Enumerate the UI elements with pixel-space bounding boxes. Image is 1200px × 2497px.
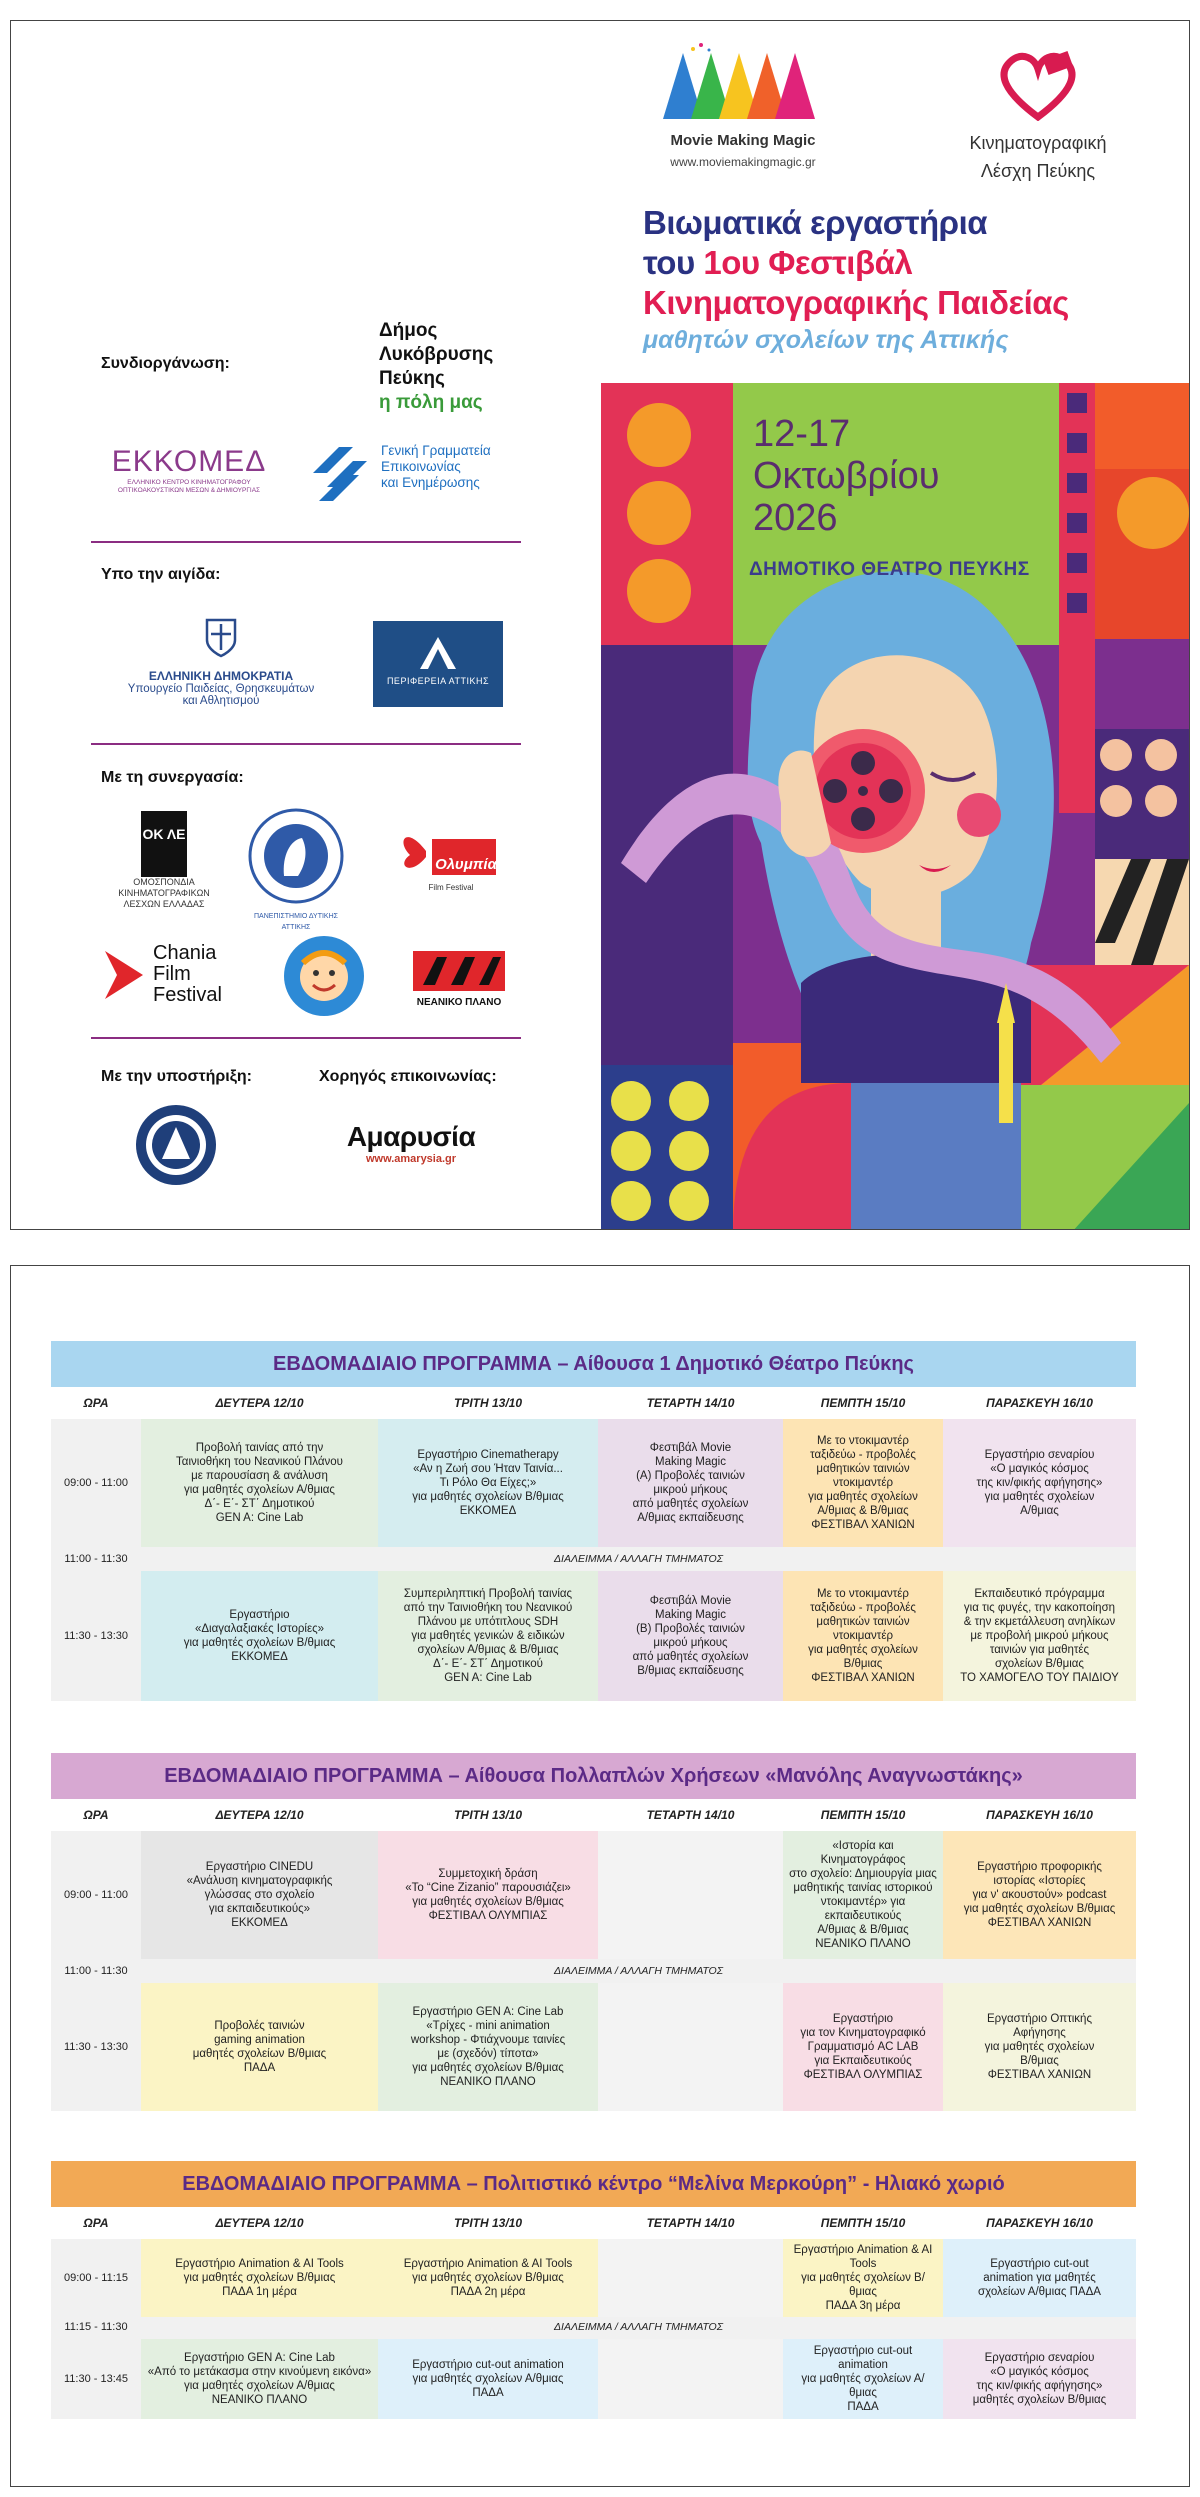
header-friday: ΠΑΡΑΣΚΕΥΗ 16/10: [986, 2216, 1093, 2230]
schedule-multipurpose-hall: [51, 1753, 1136, 2111]
event-cell: Εργαστήριο CINEDU «Ανάλυση κινηματογραφικής γλώσσας στο σχολείο για εκπαιδευτικούς» ΕΚΚΟΜΕΔ: [141, 1831, 378, 1959]
header-time: ΩΡΑ: [83, 1396, 109, 1410]
municipality-line2: Λυκόβρυσης: [379, 344, 494, 365]
mmm-logo-url: www.moviemakingmagic.gr: [670, 155, 816, 169]
auspices-label: Υπο την αιγίδα:: [101, 566, 221, 583]
chania-line2: Film: [153, 963, 191, 985]
schedule-title: ΕΒΔΟΜΑΔΙΑΙΟ ΠΡΟΓΡΑΜΜΑ – Πολιτιστικό κέντρο “Μελίνα Μερκούρη” - Ηλιακό χωριό: [51, 2161, 1136, 2207]
headline-line3: Κινηματογραφικής Παιδείας: [643, 284, 1069, 321]
event-cell: Εργαστήριο «Διαγαλαξιακές Ιστορίες» για μαθητές σχολείων Β/θμιας ΕΚΚΟΜΕΔ: [141, 1571, 378, 1701]
event-cell: Με το ντοκιμαντέρ ταξιδεύω - προβολές μαθητικών ταινιών ντοκιμαντέρ για μαθητές σχολείων Β/θμιας ΦΕΣΤΙΒΑΛ ΧΑΝΙΩΝ: [783, 1571, 943, 1701]
event-cell: Εργαστήριο Cinematherapy «Αν η Ζωή σου Ήταν Ταινία... Τι Ρόλο Θα Είχες;» για μαθητές σχολείων Β/θμιας ΕΚΚΟΜΕΔ: [378, 1419, 598, 1547]
headline-line2-highlight: 1ου Φεστιβάλ: [703, 244, 913, 281]
headline-line2: [643, 243, 1183, 283]
festival-headline: [643, 203, 1183, 357]
schedule-header-row: [51, 1387, 1136, 1419]
amarysia-url: www.amarysia.gr: [365, 1153, 457, 1165]
event-cell: Εργαστήριο Animation & AI Tools για μαθητές σχολείων Β/θμιας ΠΑΔΑ 3η μέρα: [783, 2239, 943, 2317]
gsec-arrows-icon: [309, 443, 375, 505]
poster-month: Οκτωβρίου: [753, 455, 940, 497]
event-cell: Προβολή ταινίας από την Ταινιοθήκη του Νεανικού Πλάνου με παρουσίαση & ανάλυση για μαθητές σχολείων Α/θμιας Δ΄- Ε΄- ΣΤ΄ Δημοτικού GEN A: Cine Lab: [141, 1419, 378, 1547]
coorg-label: Συνδιοργάνωση:: [101, 355, 230, 372]
okle-caption-line2: ΚΙΝΗΜΑΤΟΓΡΑΦΙΚΩΝ: [118, 888, 210, 898]
ekkomed-logo: [99, 445, 279, 495]
chania-star-icon: [101, 947, 147, 1003]
poster-page: [10, 20, 1190, 1230]
event-cell: [598, 2339, 783, 2419]
uniwa-logo: [241, 806, 351, 933]
table-row: [51, 1571, 1136, 1701]
neaniko-figures-icon: [413, 951, 505, 991]
festival-poster-artwork: [601, 383, 1189, 1230]
event-cell: Εργαστήριο Animation & AI Tools για μαθητές σχολείων Β/θμιας ΠΑΔΑ 1η μέρα: [141, 2239, 378, 2317]
event-cell: [598, 1983, 783, 2111]
hellenic-line1: ΕΛΛΗΝΙΚΗ ΔΗΜΟΚΡΑΤΙΑ: [148, 669, 294, 683]
divider: [91, 1037, 521, 1039]
club-name-line1: Κινηματογραφική: [969, 133, 1107, 153]
table-row: [51, 1983, 1136, 2111]
amarysia-logo: [331, 1121, 491, 1165]
hellenic-republic-logo: [101, 616, 341, 707]
event-cell: Εκπαιδευτικό πρόγραμμα για τις φυγές, την κακοποίηση & την εκμετάλλευση ανηλίκων με προβολή μικρού μήκους ταινιών για μαθητές σχολείων Β/θμιας ΤΟ ΧΑΜΟΓΕΛΟ ΤΟΥ ΠΑΙΔΙΟΥ: [943, 1571, 1136, 1701]
event-cell: Προβολές ταινιών gaming animation μαθητές σχολείων Β/θμιας ΠΑΔΑ: [141, 1983, 378, 2111]
poster-dates: [753, 413, 940, 539]
table-row: [51, 1419, 1136, 1547]
municipality-line3: Πεύκης: [379, 368, 445, 389]
attica-triangle-icon: [418, 635, 458, 671]
club-name-line2: Λέσχη Πεύκης: [980, 161, 1096, 181]
event-cell: Εργαστήριο Οπτικής Αφήγησης για μαθητές σχολείων Β/θμιας ΦΕΣΤΙΒΑΛ ΧΑΝΙΩΝ: [943, 1983, 1136, 2111]
headline-line1: Βιωματικά εργαστήρια: [643, 204, 988, 241]
attica-region-logo: [373, 621, 503, 707]
table-row: [51, 2339, 1136, 2419]
event-cell: Εργαστήριο cut-out animation για μαθητές σχολείων Α/θμιας ΠΑΔΑ: [783, 2339, 943, 2419]
municipality-logo: [379, 319, 539, 415]
headline-line4: μαθητών σχολείων της Αττικής: [643, 326, 1009, 354]
chania-line1: Chania: [153, 942, 217, 964]
support-label: Με την υποστήριξη:: [101, 1068, 252, 1085]
event-cell: [598, 2239, 783, 2317]
hellenic-line3: και Αθλητισμού: [182, 695, 260, 707]
slot-time: 11:30 - 13:45: [51, 2339, 141, 2419]
event-cell: [598, 1831, 783, 1959]
break-label: ΔΙΑΛΕΙΜΜΑ / ΑΛΛΑΓΗ ΤΜΗΜΑΤΟΣ: [553, 1965, 724, 1977]
divider: [91, 743, 521, 745]
event-cell: «Ιστορία και Κινηματογράφος στο σχολείο: Δημιουργία μιας μαθητικής ταινίας ιστορικού ντοκιμαντέρ» για εκπαιδευτικούς Α/θμιας & Β/θμιας ΝΕΑΝΙΚΟ ΠΛΑΝΟ: [783, 1831, 943, 1959]
break-time: 11:15 - 11:30: [64, 2321, 128, 2333]
poster-date-range: 12-17: [753, 413, 851, 455]
university-seal-icon: [246, 806, 346, 906]
film-strip-m-icon: [653, 41, 833, 123]
header-wednesday: ΤΕΤΑΡΤΗ 14/10: [646, 2216, 735, 2230]
chania-line3: Festival: [153, 984, 222, 1006]
break-label: ΔΙΑΛΕΙΜΜΑ / ΑΛΛΑΓΗ ΤΜΗΜΑΤΟΣ: [553, 2321, 724, 2333]
schedule-header-row: [51, 1799, 1136, 1831]
ekkomed-name: ΕΚΚΟΜΕΔ: [111, 445, 267, 478]
okle-caption-line1: ΟΜΟΣΠΟΝΔΙΑ: [133, 877, 195, 887]
okle-logo: [109, 811, 219, 910]
schedule-melina-merkouri-center: [51, 2161, 1136, 2419]
event-cell: Εργαστήριο σεναρίου «Ο μαγικός κόσμος της κιν/φικής αφήγησης» για μαθητές σχολείων Α/θμιας: [943, 1419, 1136, 1547]
association-seal-icon: [134, 1103, 218, 1187]
event-cell: Εργαστήριο GEN A: Cine Lab «Από το μετάκασμα στην κινούμενη εικόνα» για μαθητές σχολείων Α/θμιας ΝΕΑΝΙΚΟ ΠΛΑΝΟ: [141, 2339, 378, 2419]
gsec-logo: [309, 443, 529, 491]
header-time: ΩΡΑ: [83, 2216, 109, 2230]
okle-name: ΟΚ ΛΕ: [141, 811, 187, 877]
event-cell: Εργαστήριο Animation & AI Tools για μαθητές σχολείων Β/θμιας ΠΑΔΑ 2η μέρα: [378, 2239, 598, 2317]
schedule-title: ΕΒΔΟΜΑΔΙΑΙΟ ΠΡΟΓΡΑΜΜΑ – Αίθουσα Πολλαπλών Χρήσεων «Μανόλης Αναγνωστάκης»: [51, 1753, 1136, 1799]
event-cell: Εργαστήριο σεναρίου «Ο μαγικός κόσμος της κιν/φικής αφήγησης» μαθητές σχολείων Β/θμιας: [943, 2339, 1136, 2419]
neaniko-plano-logo: [409, 951, 509, 1008]
olympia-festival-logo: [391, 821, 511, 892]
event-cell: Συμμετοχική δράση «Το “Cine Zizanio” παρουσιάζει» για μαθητές σχολείων Β/θμιας ΦΕΣΤΙΒΑΛ ΟΛΥΜΠΙΑΣ: [378, 1831, 598, 1959]
break-label: ΔΙΑΛΕΙΜΜΑ / ΑΛΛΑΓΗ ΤΜΗΜΑΤΟΣ: [553, 1553, 724, 1565]
header-thursday: ΠΕΜΠΤΗ 15/10: [820, 1396, 906, 1410]
event-cell: Με το ντοκιμαντέρ ταξιδεύω - προβολές μαθητικών ταινιών ντοκιμαντέρ για μαθητές σχολείων Α/θμιας & Β/θμιας ΦΕΣΤΙΒΑΛ ΧΑΝΙΩΝ: [783, 1419, 943, 1547]
schedule-page: [10, 1265, 1190, 2487]
gsec-line2: Επικοινωνίας: [381, 459, 461, 474]
header-thursday: ΠΕΜΠΤΗ 15/10: [820, 1808, 906, 1822]
film-club-logo: [953, 51, 1123, 191]
chania-festival-logo: [101, 943, 251, 1006]
table-row: [51, 1831, 1136, 1959]
event-cell: Συμπεριληπτική Προβολή ταινίας από την Ταινιοθήκη του Νεανικού Πλάνου με υπότιτλους SDH για μαθητές γενικών & ειδικών σχολείων Α/θμιας & Β/θμιας Δ΄- Ε΄- ΣΤ΄ Δημοτικού GEN A: Cine Lab: [378, 1571, 598, 1701]
movie-making-magic-logo: [643, 41, 843, 191]
smile-of-child-logo: [279, 933, 369, 1024]
break-row: [51, 1959, 1136, 1983]
slot-time: 11:30 - 13:30: [51, 1571, 141, 1701]
amarysia-name: Αμαρυσία: [346, 1121, 476, 1152]
header-tuesday: ΤΡΙΤΗ 13/10: [453, 2216, 523, 2230]
greek-emblem-icon: [201, 616, 241, 660]
schedule-header-row: [51, 2207, 1136, 2239]
event-cell: Εργαστήριο GEN A: Cine Lab «Τρίχες - mini animation workshop - Φτιάχνουμε ταινίες με (σχεδόν) τίποτα» για μαθητές σχολείων Β/θμιας ΝΕΑΝΙΚΟ ΠΛΑΝΟ: [378, 1983, 598, 2111]
slot-time: 09:00 - 11:00: [51, 1831, 141, 1959]
hellenic-line2: Υπουργείο Παιδείας, Θρησκευμάτων: [127, 683, 315, 695]
break-time: 11:00 - 11:30: [64, 1553, 128, 1565]
municipality-line1: Δήμος: [379, 320, 438, 341]
header-tuesday: ΤΡΙΤΗ 13/10: [453, 1396, 523, 1410]
event-cell: Εργαστήριο cut-out animation για μαθητές σχολείων Α/θμιας ΠΑΔΑ: [378, 2339, 598, 2419]
okle-caption-line3: ΛΕΣΧΩΝ ΕΛΛΑΔΑΣ: [123, 899, 205, 909]
header-time: ΩΡΑ: [83, 1808, 109, 1822]
olympia-name: Ολυμπία: [435, 856, 497, 873]
break-row: [51, 2315, 1136, 2339]
poster-year: 2026: [753, 497, 838, 539]
municipality-line4: η πόλη μας: [379, 392, 483, 413]
gsec-line3: και Ενημέρωσης: [381, 475, 480, 490]
header-friday: ΠΑΡΑΣΚΕΥΗ 16/10: [986, 1396, 1093, 1410]
table-row: [51, 2239, 1136, 2315]
collab-label: Με τη συνεργασία:: [101, 769, 244, 786]
poster-venue: ΔΗΜΟΤΙΚΟ ΘΕΑΤΡΟ ΠΕΥΚΗΣ: [749, 559, 1030, 580]
header-wednesday: ΤΕΤΑΡΤΗ 14/10: [646, 1396, 735, 1410]
mmm-logo-name: Movie Making Magic: [670, 132, 816, 149]
media-sponsor-label: Χορηγός επικοινωνίας:: [319, 1068, 497, 1085]
header-monday: ΔΕΥΤΕΡΑ 12/10: [215, 1396, 304, 1410]
header-friday: ΠΑΡΑΣΚΕΥΗ 16/10: [986, 1808, 1093, 1822]
slot-time: 09:00 - 11:15: [51, 2239, 141, 2317]
uniwa-caption: ΠΑΝΕΠΙΣΤΗΜΙΟ ΔΥΤΙΚΗΣ ΑΤΤΙΚΗΣ: [254, 913, 338, 931]
event-cell: Εργαστήριο προφορικής ιστορίας «Ιστορίες για ν' ακουστούν» podcast για μαθητές σχολείων Β/θμιας ΦΕΣΤΙΒΑΛ ΧΑΝΙΩΝ: [943, 1831, 1136, 1959]
headline-line2-prefix: του: [643, 244, 704, 281]
attica-name: ΠΕΡΙΦΕΡΕΙΑ ΑΤΤΙΚΗΣ: [386, 676, 490, 686]
event-cell: Εργαστήριο για τον Κινηματογραφικό Γραμματισμό AC LAB για Εκπαιδευτικούς ΦΕΣΤΙΒΑΛ ΟΛΥΜΠΙΑΣ: [783, 1983, 943, 2111]
ekkomed-caption: ΕΛΛΗΝΙΚΟ ΚΕΝΤΡΟ ΚΙΝΗΜΑΤΟΓΡΑΦΟΥ ΟΠΤΙΚΟΑΚΟΥΣΤΙΚΩΝ ΜΕΣΩΝ & ΔΗΜΙΟΥΡΓΙΑΣ: [117, 479, 261, 494]
break-row: [51, 1547, 1136, 1571]
header-monday: ΔΕΥΤΕΡΑ 12/10: [215, 1808, 304, 1822]
film-heart-icon: [993, 51, 1083, 121]
break-time: 11:00 - 11:30: [64, 1965, 128, 1977]
header-wednesday: ΤΕΤΑΡΤΗ 14/10: [646, 1808, 735, 1822]
slot-time: 09:00 - 11:00: [51, 1419, 141, 1547]
schedule-title: ΕΒΔΟΜΑΔΙΑΙΟ ΠΡΟΓΡΑΜΜΑ – Αίθουσα 1 Δημοτικό Θέατρο Πεύκης: [51, 1341, 1136, 1387]
schedule-hall-1: [51, 1341, 1136, 1701]
child-face-icon: [281, 933, 367, 1019]
neaniko-name: ΝΕΑΝΙΚΟ ΠΛΑΝΟ: [416, 997, 502, 1008]
header-thursday: ΠΕΜΠΤΗ 15/10: [820, 2216, 906, 2230]
olympia-caption: Film Festival: [428, 883, 474, 892]
event-cell: Φεστιβάλ Movie Making Magic (Α) Προβολές ταινιών μικρού μήκους από μαθητές σχολείων Α/θμιας εκπαίδευσης: [598, 1419, 783, 1547]
event-cell: Εργαστήριο cut-out animation για μαθητές σχολείων Α/θμιας ΠΑΔΑ: [943, 2239, 1136, 2317]
divider: [91, 541, 521, 543]
header-monday: ΔΕΥΤΕΡΑ 12/10: [215, 2216, 304, 2230]
slot-time: 11:30 - 13:30: [51, 1983, 141, 2111]
gsec-line1: Γενική Γραμματεία: [381, 443, 491, 458]
header-tuesday: ΤΡΙΤΗ 13/10: [453, 1808, 523, 1822]
event-cell: Φεστιβάλ Movie Making Magic (Β) Προβολές ταινιών μικρού μήκους από μαθητές σχολείων Β/θμιας εκπαίδευσης: [598, 1571, 783, 1701]
